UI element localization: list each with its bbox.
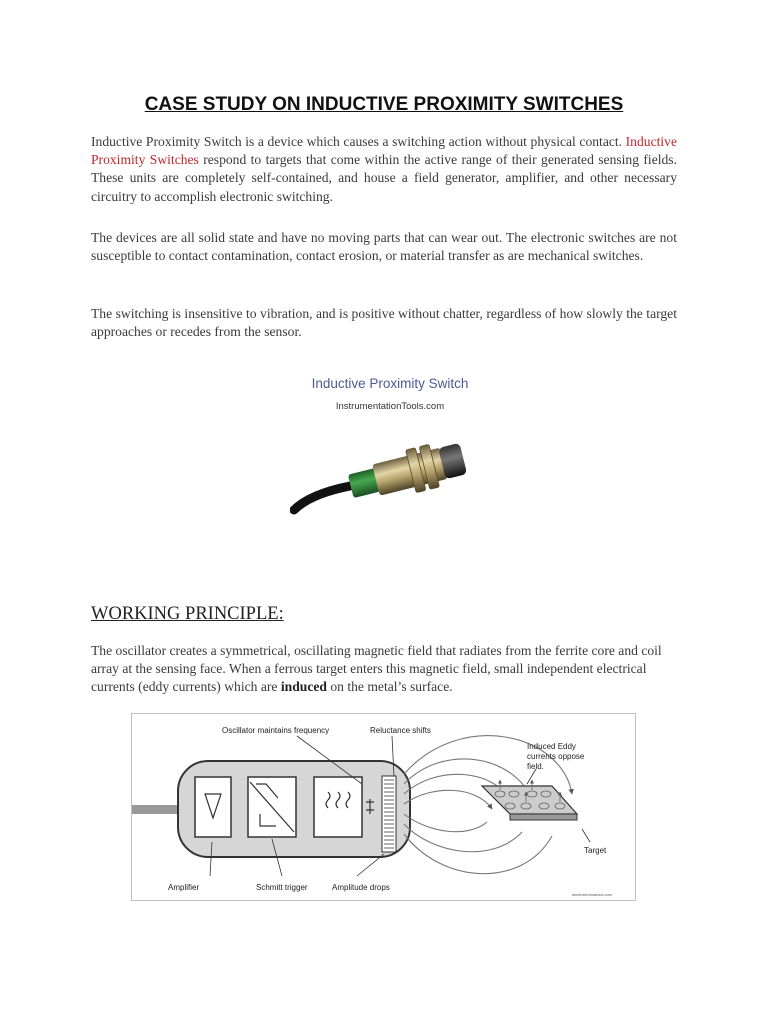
amplitude-label: Amplitude drops — [332, 883, 390, 892]
working-principle-diagram — [131, 713, 636, 901]
target-plate-edge — [510, 814, 577, 820]
working-principle-paragraph: The oscillator creates a symmetrical, oscillating magnetic field that radiates from the ferrite core and coil array at the sensing face. When a ferrous target enters this magnetic field, small independent electrical currents (eddy currents) which are induced on the metal’s surface. — [91, 643, 662, 695]
eddy-label-line1: Induced Eddy — [527, 742, 576, 751]
proximity-sensor-image — [290, 414, 490, 522]
amplifier-block — [195, 777, 231, 837]
oscillator-label: Oscillator maintains frequency — [222, 726, 330, 735]
figure-source: InstrumentationTools.com — [335, 401, 445, 412]
intro-paragraph: Inductive Proximity Switch is a device which causes a switching action without physical contact. Inductive Proximity Switches respond to targets that come within the active range of their generated sensing fields. These units are completely self-contained, and house a field generator, amplifier, and other necessary circuitry to accomplish electronic switching. — [91, 134, 677, 204]
oscillator-block — [314, 777, 362, 837]
eddy-label-line2: currents oppose — [527, 752, 585, 761]
vibration-paragraph: The switching is insensitive to vibration, and is positive without chatter, regardless of how slowly the target approaches or recedes from the sensor. — [91, 306, 677, 340]
highlighted-term: Inductive Proximity Switches — [91, 134, 677, 168]
coil-block — [382, 776, 396, 852]
working-principle-heading: WORKING PRINCIPLE: — [91, 604, 284, 624]
target-plate — [482, 786, 577, 814]
target-label: Target — [584, 846, 607, 855]
figure-title: Inductive Proximity Switch — [311, 376, 469, 391]
sensor-diagram-svg — [132, 714, 637, 902]
reluctance-label: Reluctance shifts — [370, 726, 431, 735]
proximity-switch-figure — [290, 372, 490, 522]
bold-term: induced — [280, 679, 327, 695]
document-title: CASE STUDY ON INDUCTIVE PROXIMITY SWITCHES — [144, 94, 624, 115]
eddy-label-line3: field. — [527, 762, 544, 771]
schmitt-label: Schmitt trigger — [256, 883, 308, 892]
diagram-credit: electronhumanics.com — [572, 892, 613, 897]
solid-state-paragraph: The devices are all solid state and have no moving parts that can wear out. The electronic switches are not susceptible to contact contamination, contact erosion, or material transfer as are mechanical switches. — [91, 230, 677, 264]
amplifier-label: Amplifier — [168, 883, 200, 892]
cable-shape — [132, 805, 180, 814]
